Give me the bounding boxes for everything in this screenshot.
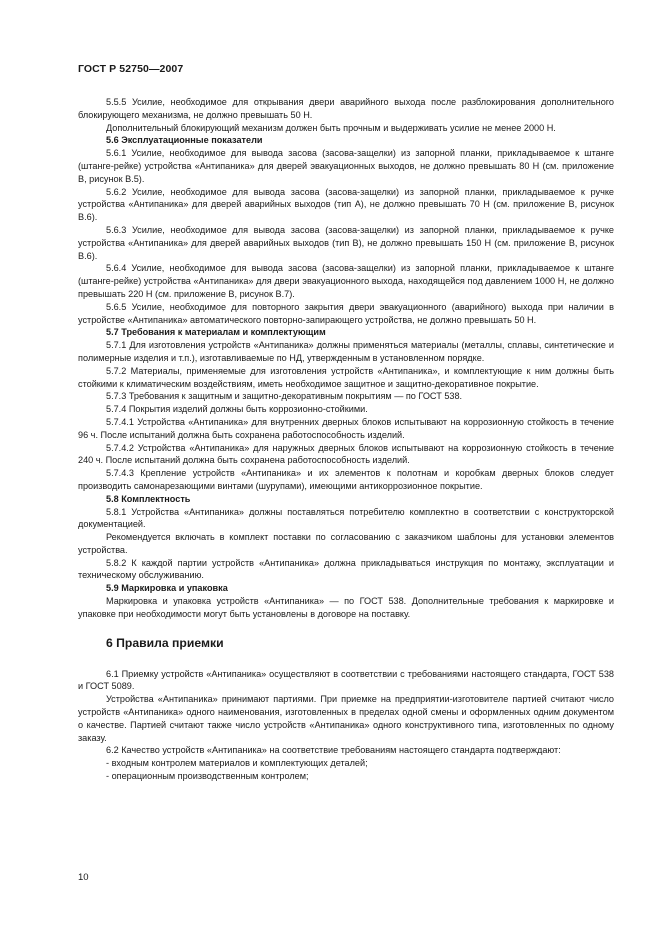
paragraph-5-7-3: 5.7.3 Требования к защитным и защитно-декоративным покрытиям — по ГОСТ 538. bbox=[106, 391, 463, 402]
subsection-heading-5-6: 5.6 Эксплуатационные показатели bbox=[106, 135, 263, 146]
list-item: - входным контролем материалов и комплектующих деталей; bbox=[106, 758, 368, 769]
paragraph-5-6-2: 5.6.2 Усилие, необходимое для вывода засова (засова-защелки) из запорной планки, прикладываемое к ручке устройства «Антипаника» для дверей аварийных выходов (тип А), не должно превышать 70 Н (см. приложение В, рисунок В.6). bbox=[78, 186, 614, 223]
paragraph-5-8-1: 5.8.1 Устройства «Антипаника» должны поставляться потребителю комплектно в соответствии с конструкторской документацией. bbox=[78, 506, 614, 530]
subsection-heading-5-8: 5.8 Комплектность bbox=[106, 493, 191, 504]
paragraph-5-7-2: 5.7.2 Материалы, применяемые для изготовления устройств «Антипаника», и комплектующие к ним должны быть стойкими к климатическим воздействиям, иметь необходимое защитное и защитно-декоративное покрытие. bbox=[78, 365, 614, 389]
paragraph: Устройства «Антипаника» принимают партиями. При приемке на предприятии-изготовителе партией считают число устройств «Антипаника» одного наименования, изготовленных в пределах одной смены и оформленных одним документом о качестве. Партией считают также число устройств «Антипаника» одного конструктивного типа, изготовленных по одному заказу. bbox=[78, 694, 614, 743]
paragraph-5-7-4-2: 5.7.4.2 Устройства «Антипаника» для наружных дверных блоков испытывают на коррозионную стойкость в течение 240 ч. После испытаний должна быть сохранена работоспособность изделий. bbox=[78, 442, 614, 466]
list-item: - операционным производственным контролем; bbox=[106, 771, 309, 782]
paragraph-6-1: 6.1 Приемку устройств «Антипаника» осуществляют в соответствии с требованиями настоящего стандарта, ГОСТ 538 и ГОСТ 5089. bbox=[78, 668, 614, 692]
paragraph: Маркировка и упаковка устройств «Антипаника» — по ГОСТ 538. Дополнительные требования к маркировке и упаковке при необходимости могут быть установлены в договоре на поставку. bbox=[78, 596, 614, 619]
paragraph-5-8-2: 5.8.2 К каждой партии устройств «Антипаника» должна прикладываться инструкция по монтажу, эксплуатации и техническому обслуживанию. bbox=[78, 557, 614, 581]
paragraph: Дополнительный блокирующий механизм должен быть прочным и выдерживать усилие не менее 2000 Н. bbox=[106, 122, 556, 133]
section-heading-6: 6 Правила приемки bbox=[106, 635, 224, 650]
page-number: 10 bbox=[78, 872, 89, 883]
paragraph-5-7-4: 5.7.4 Покрытия изделий должны быть коррозионно-стойкими. bbox=[106, 404, 368, 415]
paragraph-5-6-1: 5.6.1 Усилие, необходимое для вывода засова (засова-защелки) из запорной планки, прикладываемое к штанге (штанге-рейке) устройства «Антипаника» для дверей эвакуационных выходов, не должно превышать 80 Н (см. приложение В, рисунок В.5). bbox=[78, 148, 614, 184]
paragraph-5-6-4: 5.6.4 Усилие, необходимое для вывода засова (засова-защелки) из запорной планки, прикладываемое к штанге (штанге-рейке) устройства «Антипаника» для двери эвакуационного выхода, находящейся под давлением 1000 Н, не должно превышать 220 Н (см. приложение В, рисунок В.7). bbox=[78, 263, 614, 299]
paragraph-6-2: 6.2 Качество устройств «Антипаника» на соответствие требованиям настоящего стандарта подтверждают: bbox=[106, 745, 561, 756]
paragraph-5-7-1: 5.7.1 Для изготовления устройств «Антипаника» должны применяться материалы (металлы, сплавы, синтетические и полимерные изделия и т.п.), изготавливаемые по НД, утвержденным в установленном порядке. bbox=[78, 340, 614, 363]
document-header: ГОСТ Р 52750—2007 bbox=[78, 63, 184, 75]
paragraph-5-6-5: 5.6.5 Усилие, необходимое для повторного закрытия двери эвакуационного (аварийного) выхода при наличии в устройстве «Антипаника» автоматического повторно-запирающего устройства, не должно превышать 50 Н. bbox=[78, 301, 614, 325]
paragraph: Рекомендуется включать в комплект поставки по согласованию с заказчиком шаблоны для установки элементов устройства. bbox=[78, 532, 614, 555]
paragraph-5-7-4-3: 5.7.4.3 Крепление устройств «Антипаника» и их элементов к полотнам и коробкам дверных блоков следует производить самонарезающими винтами (шурупами), имеющими антикоррозионное покрытие. bbox=[78, 468, 614, 491]
paragraph-5-6-3: 5.6.3 Усилие, необходимое для вывода засова (засова-защелки) из запорной планки, прикладываемое к ручке устройства «Антипаника» для дверей аварийных выходов (тип В), не должно превышать 150 Н (см. приложение В, рисунок В.6). bbox=[78, 224, 614, 261]
document-body bbox=[78, 96, 614, 783]
subsection-heading-5-9: 5.9 Маркировка и упаковка bbox=[106, 583, 228, 594]
paragraph-5-5-5: 5.5.5 Усилие, необходимое для открывания двери аварийного выхода после разблокирования дополнительного блокирующего механизма, не должно превышать 50 Н. bbox=[78, 97, 614, 120]
subsection-heading-5-7: 5.7 Требования к материалам и комплектующим bbox=[106, 327, 326, 338]
paragraph-5-7-4-1: 5.7.4.1 Устройства «Антипаника» для внутренних дверных блоков испытывают на коррозионную стойкость в течение 96 ч. После испытаний должна быть сохранена работоспособность изделий. bbox=[78, 416, 614, 440]
